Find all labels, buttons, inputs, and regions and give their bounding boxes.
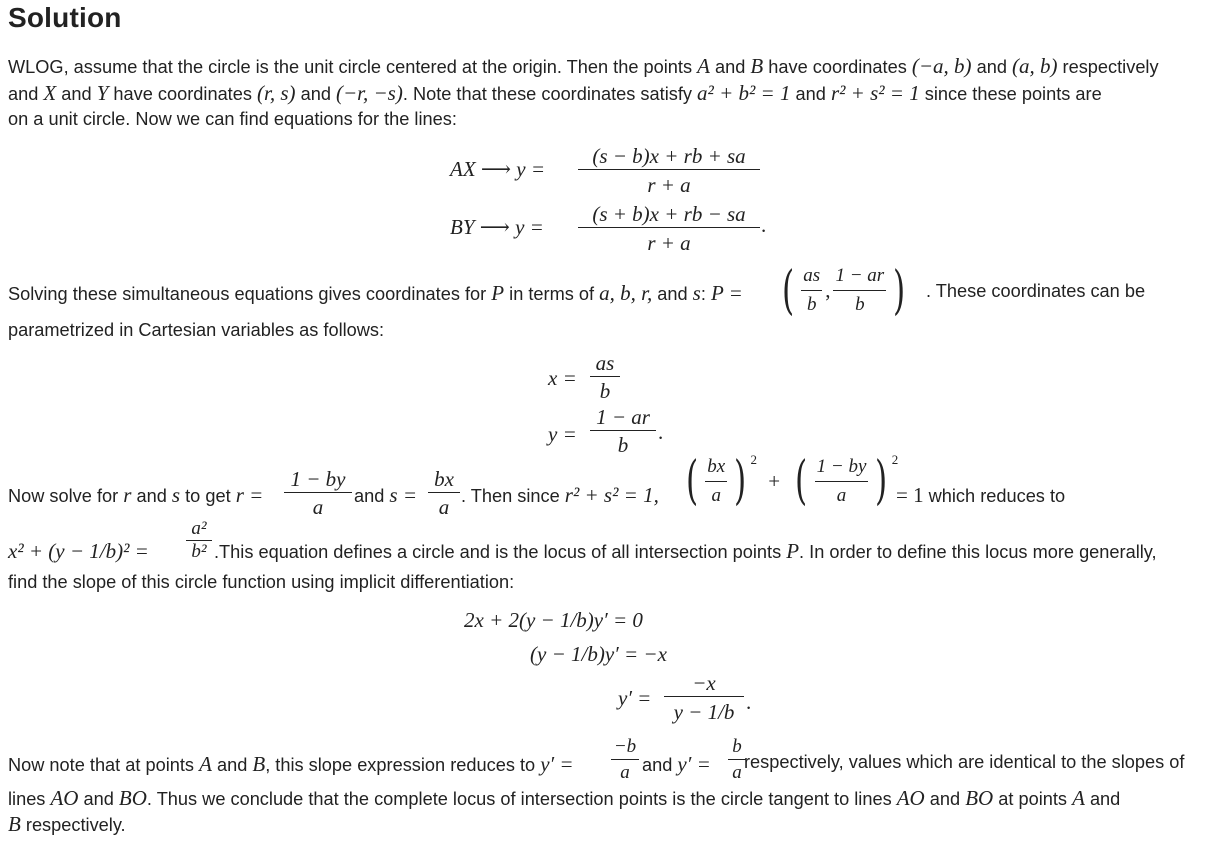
text: and — [709, 57, 751, 77]
line-ax-lhs: AX ⟶ y = — [450, 157, 546, 181]
math-var: s — [692, 281, 701, 305]
paren: ) — [893, 260, 906, 321]
x-fraction — [590, 350, 620, 405]
text: and — [131, 486, 172, 506]
math-expr: (−r, −s) — [335, 80, 403, 105]
text-circle — [214, 539, 1157, 564]
numerator: 1 − by — [816, 455, 867, 477]
text: parametrized in Cartesian variables as follows: — [8, 320, 385, 340]
math-var: A — [697, 54, 710, 78]
denominator: b — [801, 290, 822, 319]
math-var: A — [199, 752, 212, 776]
math-var: A — [1072, 786, 1085, 810]
text: and — [1084, 789, 1121, 809]
period: . — [746, 690, 752, 714]
text: .This equation defines a circle and is the locus of all intersection points — [214, 542, 787, 562]
text-and — [642, 752, 711, 777]
math-expr: r² + s² = 1, — [564, 483, 659, 507]
denominator: a — [815, 481, 869, 510]
numerator: (s − b)x + rb + sa — [592, 144, 746, 168]
math-var: P — [491, 281, 505, 305]
intro-paragraph — [8, 54, 1208, 133]
math-expr: = 1 — [896, 483, 924, 507]
denominator: a — [284, 492, 352, 521]
line-by-fraction — [578, 201, 760, 258]
math-var: X — [43, 80, 57, 105]
text: . Thus we conclude that the complete locus of intersection points is the circle tangent to lines — [146, 789, 897, 809]
text: . Note that these coordinates satisfy — [402, 83, 698, 104]
text: and — [924, 789, 966, 809]
text: . In order to define this locus more generally, — [799, 542, 1157, 562]
circle-fraction — [186, 518, 212, 563]
section-heading: Solution — [8, 2, 122, 33]
text: find the slope of this circle function using implicit differentiation: — [8, 572, 515, 592]
text: and — [971, 57, 1012, 77]
text-since — [461, 483, 659, 508]
text: . These coordinates can be — [926, 281, 1146, 301]
period: . — [658, 420, 664, 444]
text: have coordinates — [108, 83, 258, 104]
solve-line — [8, 483, 263, 508]
denominator: r + a — [578, 227, 760, 258]
text: . Then since — [461, 486, 565, 506]
fraction — [801, 262, 822, 319]
line-ax-fraction — [578, 143, 760, 200]
text: , this slope expression reduces to — [265, 755, 541, 775]
fraction — [833, 262, 886, 319]
exponent: 2 — [891, 452, 899, 467]
numerator: as — [595, 351, 615, 375]
math-var: BO — [965, 786, 994, 810]
text: and — [56, 83, 97, 104]
point-p-coords: ( $\frac{as}{b}$ , $\frac{1 - ar}{b}$ ) — [782, 260, 906, 321]
denominator: a — [611, 759, 639, 786]
text: to get — [180, 486, 236, 506]
paren: ) — [734, 451, 747, 512]
denominator: b — [590, 430, 656, 459]
circle-eq-line — [8, 539, 149, 564]
text: and — [642, 755, 678, 775]
text: WLOG, assume that the circle is the unit circle centered at the origin. Then the points — [8, 57, 698, 77]
math-var: B — [252, 752, 266, 776]
math-expr: (r, s) — [257, 80, 296, 105]
math-expr: y′ = — [540, 752, 574, 776]
numerator: (s + b)x + rb − sa — [592, 202, 746, 226]
text: and — [295, 83, 336, 104]
denominator: a — [728, 759, 746, 786]
math-expr: P = — [710, 281, 743, 305]
numerator: 1 − ar — [596, 405, 650, 429]
text-s — [354, 483, 417, 508]
text: respectively, values which are identical to the slopes of — [744, 752, 1185, 772]
y-eq-lhs: y = — [548, 422, 577, 446]
numerator: b — [732, 736, 742, 757]
text: since these points are — [919, 83, 1102, 104]
math-expr: x² + (y − 1/b)² = — [8, 539, 149, 563]
text: Solving these simultaneous equations gives coordinates for — [8, 284, 492, 304]
math-expr: a² + b² = 1 — [697, 80, 791, 105]
line-by-lhs: BY ⟶ y = — [450, 215, 544, 239]
text-reduces — [896, 483, 1065, 508]
math-var: B — [750, 54, 764, 78]
paren: ) — [875, 451, 888, 512]
math-var: r — [123, 483, 132, 507]
math-expr: (−a, b) — [911, 54, 972, 78]
denominator: r + a — [578, 169, 760, 200]
numerator: 1 − ar — [835, 265, 885, 286]
period: . — [761, 213, 767, 237]
slope-a-fraction — [611, 735, 639, 786]
denominator: b² — [186, 540, 212, 563]
math-var: P — [786, 539, 800, 563]
numerator: 1 − by — [290, 467, 346, 491]
y-fraction — [590, 404, 656, 459]
x-eq-lhs: x = — [548, 366, 577, 390]
math-expr: s = — [389, 483, 417, 507]
fraction — [705, 453, 727, 510]
denominator: y − 1/b — [664, 696, 744, 727]
text: and — [354, 486, 390, 506]
text: and — [790, 83, 831, 104]
math-expr: y′ = — [677, 752, 711, 776]
text: Now note that at points — [8, 755, 200, 775]
numerator: a² — [191, 518, 207, 539]
text: at points — [993, 789, 1073, 809]
text: respectively — [1057, 57, 1159, 77]
math-var: B — [8, 812, 21, 836]
diff-step-3-lhs: y′ = — [618, 686, 652, 710]
text: respectively. — [20, 815, 126, 835]
numerator: −b — [613, 736, 637, 757]
diff-step-1: 2x + 2(y − 1/b)y′ = 0 — [464, 608, 643, 632]
solving-line — [8, 281, 743, 306]
math-expr: a, b, r, — [599, 281, 653, 305]
paren: ( — [795, 451, 808, 512]
exponent: 2 — [750, 452, 758, 467]
math-var: AO — [50, 786, 79, 810]
math-var: s — [171, 483, 181, 507]
text: and — [8, 83, 44, 104]
math-expr: (a, b) — [1011, 54, 1058, 78]
denominator: b — [590, 376, 620, 405]
diff-step-2: (y − 1/b)y′ = −x — [530, 642, 667, 666]
numerator: as — [803, 265, 821, 286]
numerator: bx — [707, 455, 726, 477]
math-var: AO — [896, 786, 925, 810]
squared-sum: ( $\frac{bx}{a}$ ) $^2$ + ( $\frac{1 - by}{a}$ ) $^2$ — [686, 451, 899, 512]
text: which reduces to — [923, 486, 1066, 506]
math-expr: r = — [235, 483, 264, 507]
text: and — [78, 789, 119, 809]
text: Now solve for — [8, 486, 124, 506]
denominator: a — [705, 481, 727, 510]
r-fraction — [284, 466, 352, 521]
text: on a unit circle. Now we can find equations for the lines: — [8, 109, 457, 129]
fraction — [815, 453, 869, 510]
numerator: bx — [434, 467, 454, 491]
numerator: −x — [692, 671, 716, 695]
conclusion-line-2 — [8, 812, 126, 837]
text: and — [652, 284, 693, 304]
slope-line — [8, 752, 574, 777]
math-var: BO — [118, 786, 147, 810]
math-var: Y — [96, 80, 109, 105]
text: lines — [8, 789, 51, 809]
denominator: a — [428, 492, 460, 521]
conclusion-line — [8, 786, 1120, 811]
text: have coordinates — [763, 57, 912, 77]
text: : — [700, 284, 711, 304]
diff-step-3-fraction — [664, 670, 744, 727]
denominator: b — [833, 290, 886, 319]
paren: ( — [782, 260, 795, 321]
text: in terms of — [504, 284, 600, 304]
math-expr: r² + s² = 1 — [830, 80, 920, 105]
paren: ( — [686, 451, 699, 512]
s-fraction — [428, 466, 460, 521]
text: and — [211, 755, 253, 775]
